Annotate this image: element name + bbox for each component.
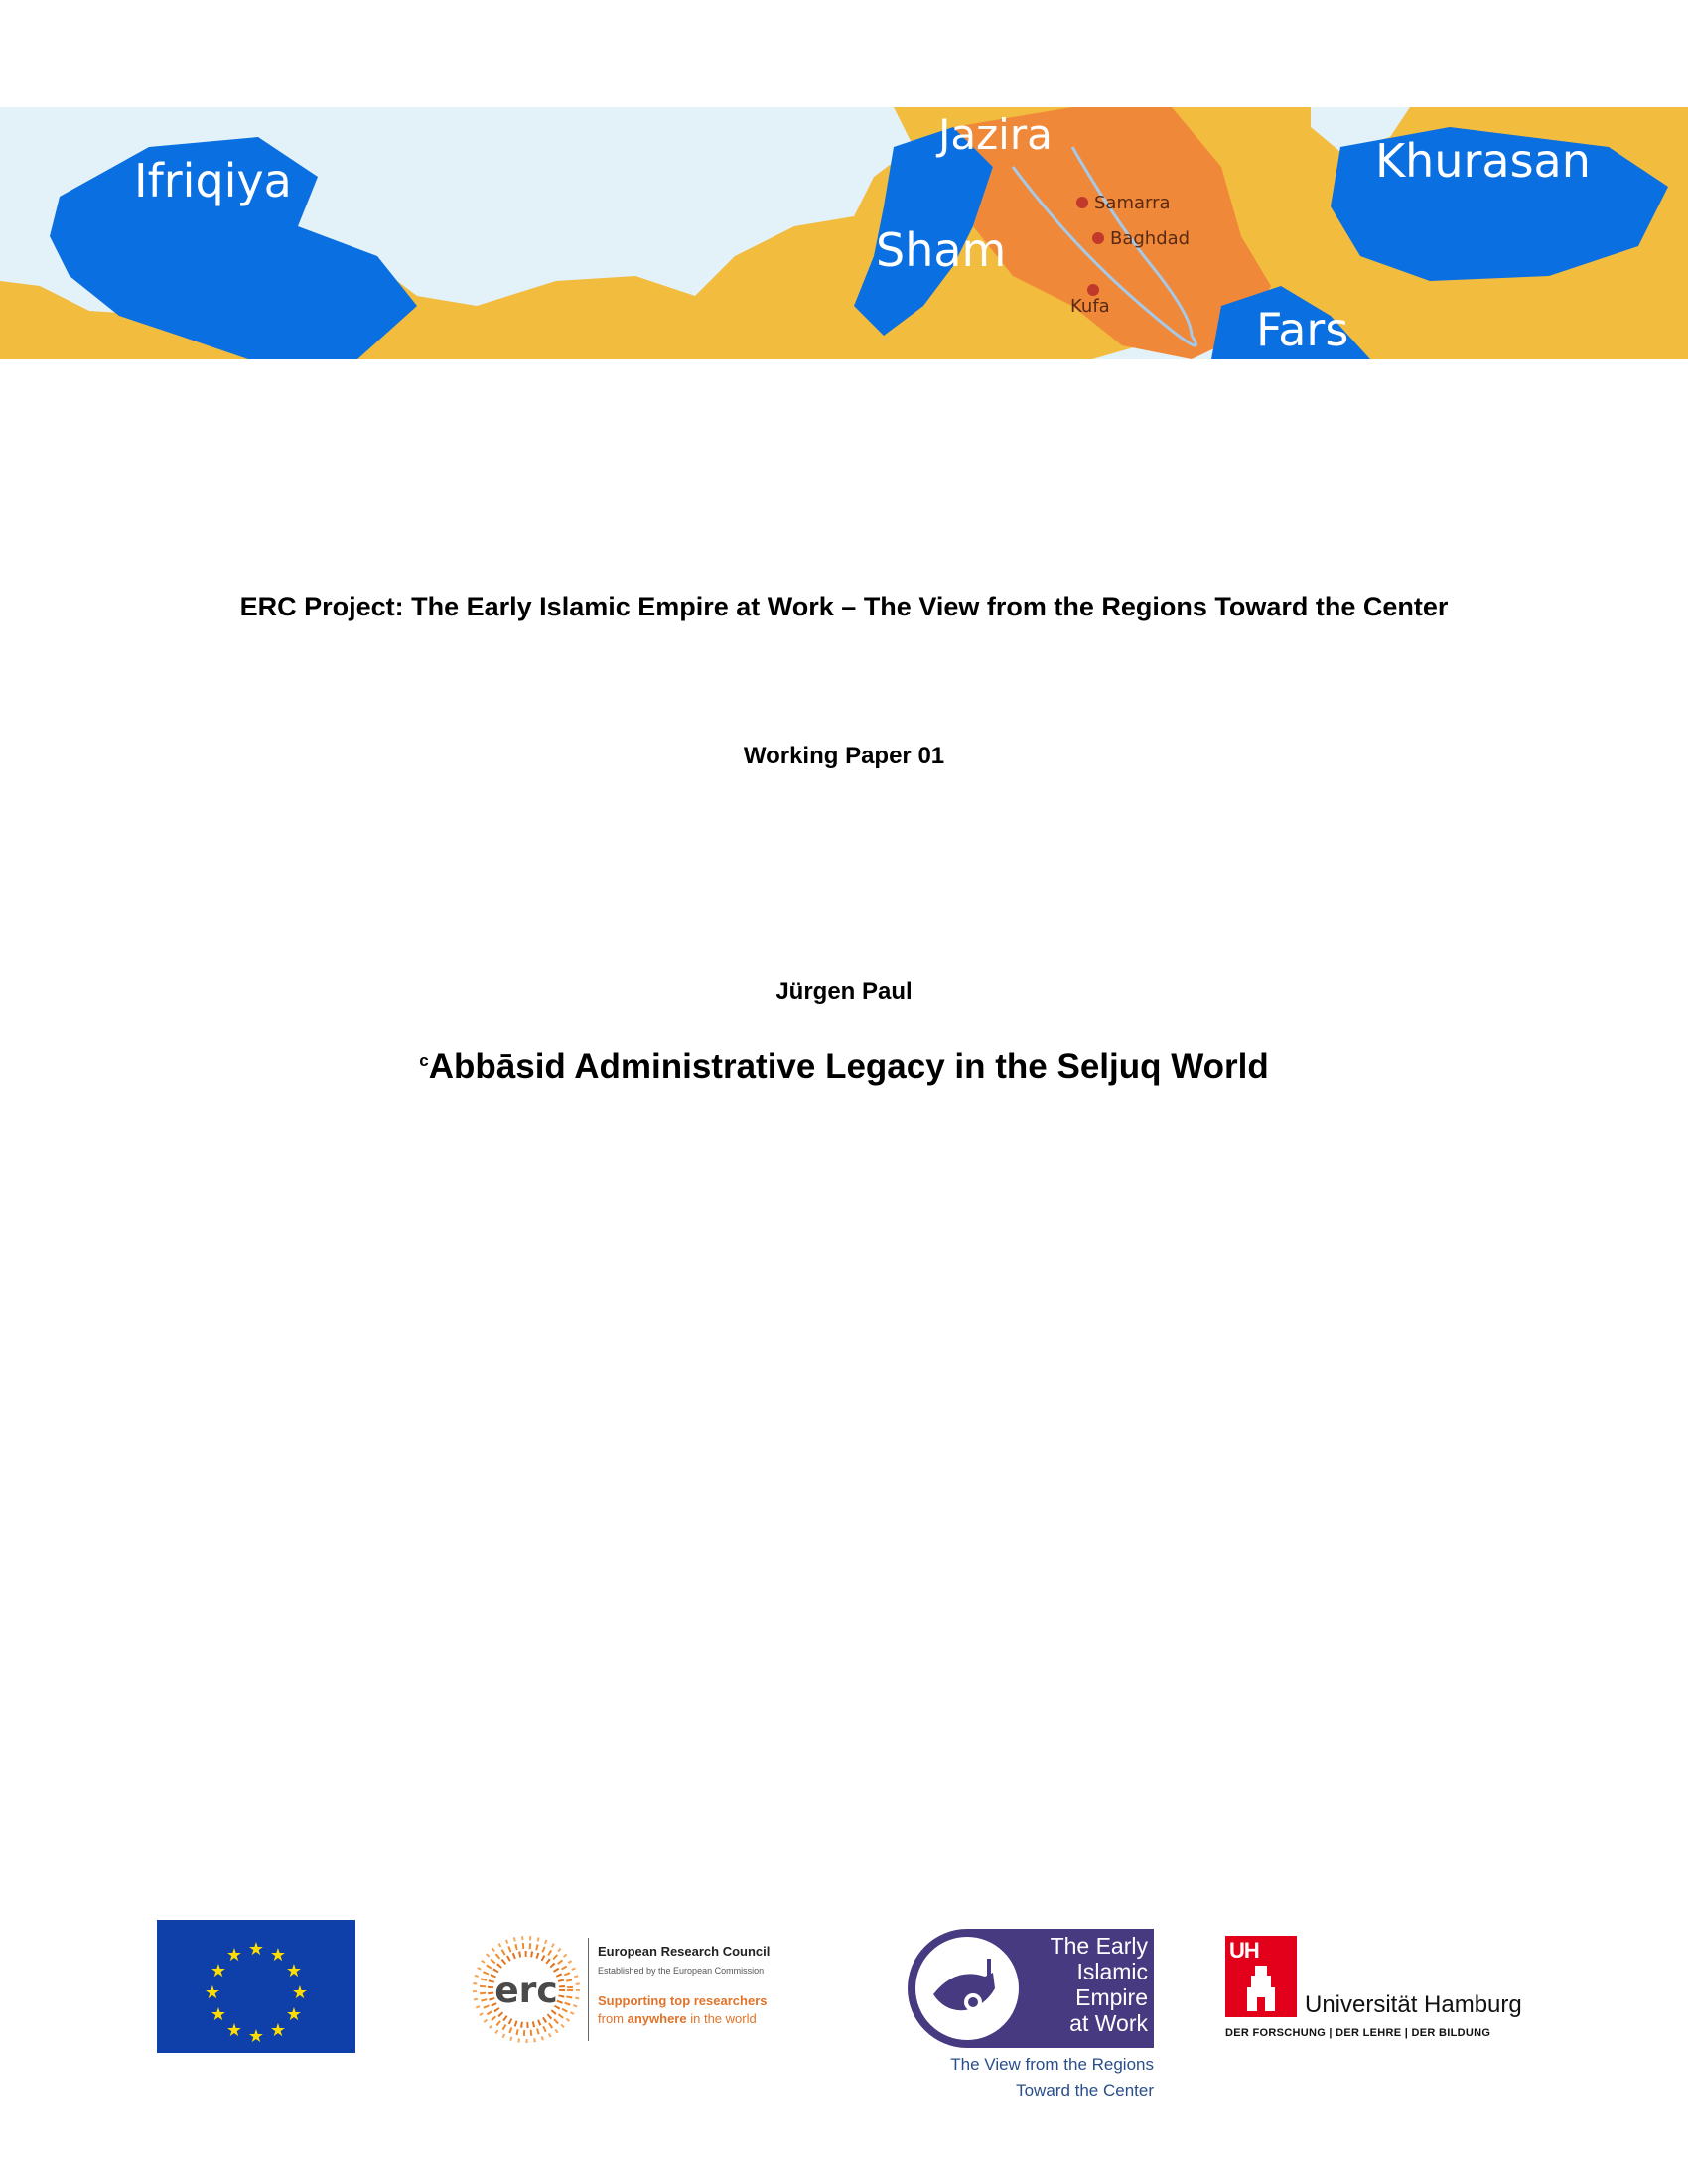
svg-text:★: ★ [210,2004,227,2025]
project-title: ERC Project: The Early Islamic Empire at Work – The View from the Regions Toward the Center [239,592,1449,621]
erc-name: European Research Council [598,1944,771,1959]
empire-line-4: at Work [1069,2010,1148,2036]
erc-divider [588,1938,589,2041]
svg-text:★: ★ [247,1939,265,1960]
svg-text:★: ★ [269,1945,287,1966]
svg-text:★: ★ [204,1982,221,2003]
svg-text:★: ★ [225,1945,243,1966]
paper-title-text: Abbāsid Administrative Legacy in the Seljuq World [428,1047,1269,1086]
eu-flag-logo [157,1920,355,2053]
city-label-kufa: Kufa [1070,296,1110,317]
uhh-name: Universität Hamburg [1305,1991,1522,2018]
region-label-fars: Fars [1256,303,1349,356]
castle-icon [1225,1936,1297,2017]
city-marker-kufa [1087,284,1099,296]
uhh-red-box [1225,1936,1297,2017]
erc-dots-icon [465,1930,588,2049]
empire-subtitle-1: The View from the Regions [950,2055,1154,2074]
paper-title [0,1047,1688,1087]
svg-text:★: ★ [225,2020,243,2041]
region-label-ifriqiya: Ifriqiya [134,154,292,207]
region-map [0,107,1688,359]
erc-tagline-1: Supporting top researchers [598,1993,768,2008]
region-label-sham: Sham [876,223,1007,277]
svg-text:★: ★ [269,2020,287,2041]
city-label-baghdad: Baghdad [1110,228,1191,249]
empire-subtitle-2: Toward the Center [1016,2081,1154,2100]
empire-at-work-logo [908,1929,1156,2103]
city-marker-samarra [1076,197,1088,208]
city-label-samarra: Samarra [1094,193,1171,213]
region-label-khurasan: Khurasan [1375,134,1591,188]
empire-logo-title [1051,1933,1148,2036]
uhh-letters: UH [1229,1938,1259,1963]
svg-text:★: ★ [285,2004,303,2025]
svg-text:★: ★ [210,1961,227,1981]
erc-tagline-2c: in the world [686,2011,757,2026]
erc-tagline-2 [598,2011,757,2026]
eu-stars-icon [157,1920,355,2053]
author-name: Jürgen Paul [775,978,913,1005]
svg-text:★: ★ [247,2026,265,2047]
empire-logo-subtitle [950,2052,1154,2104]
erc-logo [465,1930,792,2049]
erc-tagline-2a: from [598,2011,628,2026]
working-paper-number: Working Paper 01 [743,743,945,769]
empire-line-1: The Early [1050,1933,1148,1959]
svg-text:★: ★ [285,1961,303,1981]
empire-emblem-icon [912,1933,1023,2044]
region-label-jazira: Jazira [938,110,1053,159]
empire-line-3: Empire [1075,1984,1148,2010]
erc-established: Established by the European Commission [598,1966,765,1976]
erc-abbrev: erc [494,1971,558,2011]
erc-tagline-2b: anywhere [627,2011,687,2026]
svg-text:★: ★ [291,1982,309,2003]
city-marker-baghdad [1092,232,1104,244]
map-banner [0,107,1688,359]
empire-line-2: Islamic [1076,1959,1148,1984]
uhh-motto: DER FORSCHUNG | DER LEHRE | DER BILDUNG [1225,2027,1491,2039]
ayn-mark: c [419,1051,429,1070]
uni-hamburg-logo [1225,1936,1523,2045]
